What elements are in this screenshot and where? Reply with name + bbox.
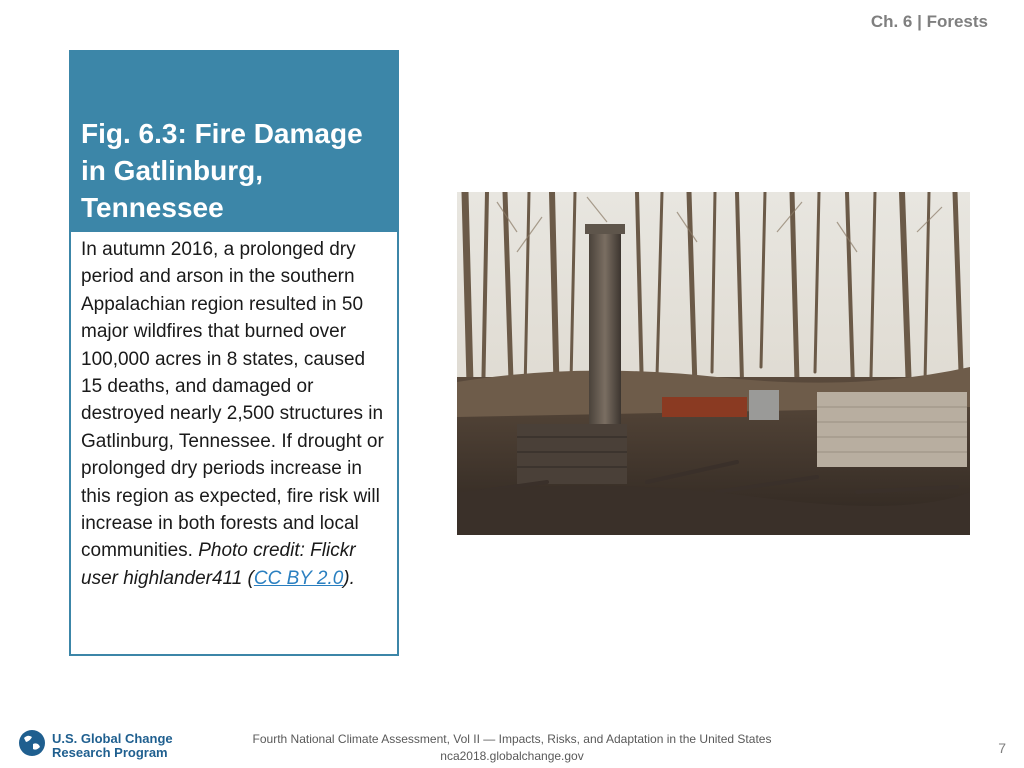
caption-text: In autumn 2016, a prolonged dry period and arson in the southern Appalachian region resulted in 50 major wildfires that burned over 100,000 acres in 8 states, caused 15 deaths, and damaged or destroyed nearly 2,500 structures in Gatlinburg, Tennessee. If drought or prolonged dry periods increase in this region as expected, fire risk will increase in both forests and local communities. (81, 239, 384, 562)
figure-title: Fig. 6.3: Fire Damage in Gatlinburg, Tennessee (81, 118, 363, 223)
chapter-label: Ch. 6 | Forests (870, 12, 988, 31)
logo-line-1: U.S. Global Change (52, 730, 173, 746)
license-link[interactable]: CC BY 2.0 (253, 567, 344, 589)
page-number: 7 (998, 740, 1006, 756)
footer-url: nca2018.globalchange.gov (440, 749, 584, 763)
figure-caption-panel (69, 50, 399, 656)
fire-damage-photo (457, 192, 970, 535)
usgcrp-logo (18, 729, 173, 762)
usgcrp-globe-icon (18, 729, 46, 762)
logo-line-2: Research Program (52, 744, 168, 760)
footer-citation (200, 731, 824, 765)
figure-caption (71, 232, 397, 592)
figure-title-header (71, 52, 397, 232)
assessment-line: Fourth National Climate Assessment, Vol II — Impacts, Risks, and Adaptation in the United States (252, 732, 772, 746)
credit-suffix: ). (343, 567, 355, 589)
credit-prefix: Photo credit: Flickr user highlander411 ( (81, 540, 356, 589)
